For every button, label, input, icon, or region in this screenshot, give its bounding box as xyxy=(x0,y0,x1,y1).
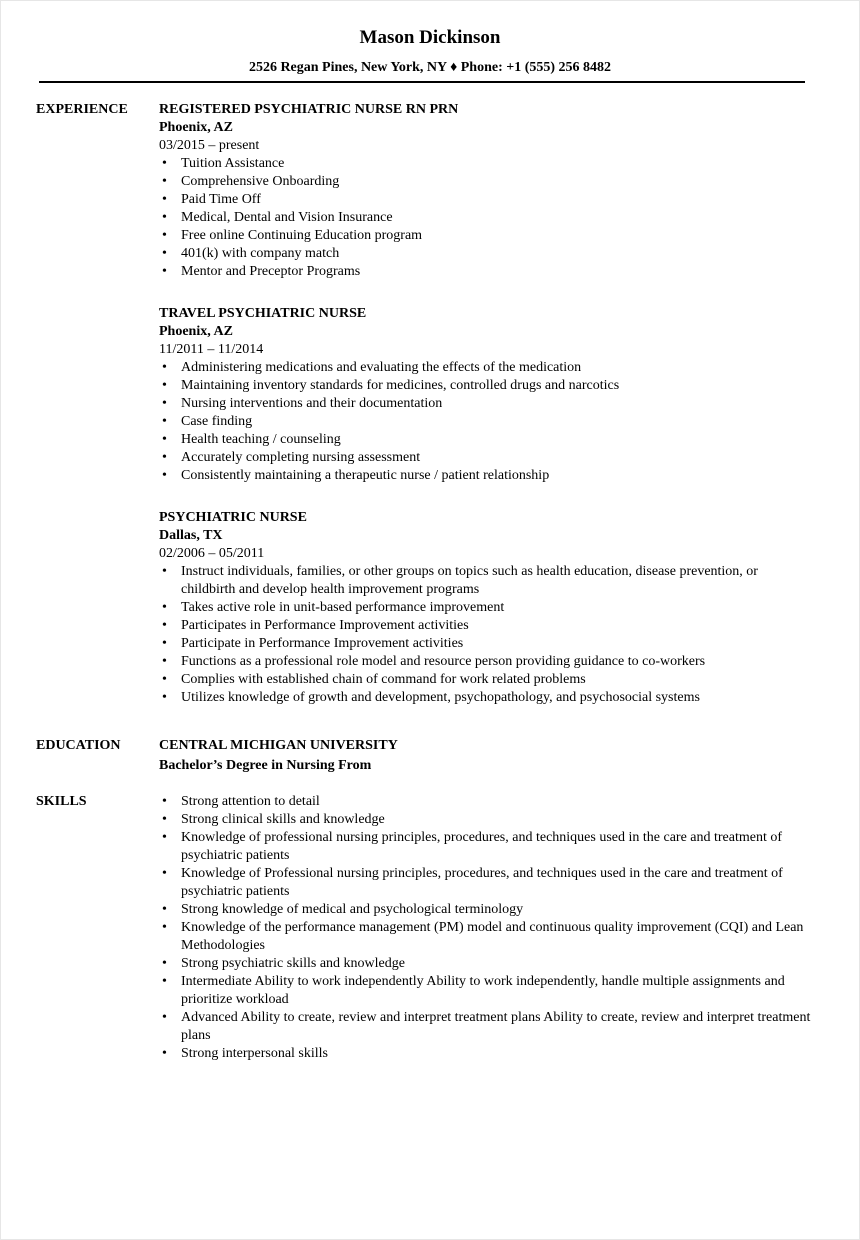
skill-item: • Knowledge of the performance management (PM) model and continuous quality improvement (CQI) and Lean Methodologies xyxy=(159,919,814,955)
school-name: CENTRAL MICHIGAN UNIVERSITY xyxy=(159,738,398,753)
education-section xyxy=(36,737,859,775)
bullet-item: • 401(k) with company match xyxy=(159,245,814,263)
bullet-item: • Administering medications and evaluating the effects of the medication xyxy=(159,359,814,377)
skill-item: • Advanced Ability to create, review and interpret treatment plans Ability to create, review and interpret treatment plans xyxy=(159,1009,814,1045)
job-bullets xyxy=(159,563,814,707)
bullet-item: • Accurately completing nursing assessment xyxy=(159,449,814,467)
bullet-item: • Case finding xyxy=(159,413,814,431)
job-entry xyxy=(159,101,814,281)
experience-list xyxy=(159,101,814,707)
job-entry xyxy=(159,509,814,707)
header-divider xyxy=(39,81,805,83)
bullet-item: • Tuition Assistance xyxy=(159,155,814,173)
skill-item: • Strong interpersonal skills xyxy=(159,1045,814,1063)
job-title: TRAVEL PSYCHIATRIC NURSE xyxy=(159,306,367,321)
job-title: REGISTERED PSYCHIATRIC NURSE RN PRN xyxy=(159,102,459,117)
skill-item: • Intermediate Ability to work independently Ability to work independently, handle multiple assignments and prioritize workload xyxy=(159,973,814,1009)
section-label-experience: EXPERIENCE xyxy=(36,102,128,117)
contact-line: 2526 Regan Pines, New York, NY ♦ Phone: +1 (555) 256 8482 xyxy=(248,60,612,75)
bullet-item: • Complies with established chain of command for work related problems xyxy=(159,671,814,689)
section-label-education: EDUCATION xyxy=(36,738,121,753)
bullet-item: • Maintaining inventory standards for medicines, controlled drugs and narcotics xyxy=(159,377,814,395)
bullet-item: • Participates in Performance Improvement activities xyxy=(159,617,814,635)
bullet-item: • Utilizes knowledge of growth and development, psychopathology, and psychosocial systems xyxy=(159,689,814,707)
job-dates: 11/2011 – 11/2014 xyxy=(159,342,264,357)
bullet-item: • Consistently maintaining a therapeutic nurse / patient relationship xyxy=(159,467,814,485)
job-dates: 02/2006 – 05/2011 xyxy=(159,546,265,561)
skill-item: • Strong psychiatric skills and knowledge xyxy=(159,955,814,973)
bullet-item: • Mentor and Preceptor Programs xyxy=(159,263,814,281)
bullet-item: • Free online Continuing Education program xyxy=(159,227,814,245)
experience-section xyxy=(36,101,859,707)
job-location: Dallas, TX xyxy=(159,528,223,543)
job-location: Phoenix, AZ xyxy=(159,324,233,339)
job-dates: 03/2015 – present xyxy=(159,138,260,153)
bullet-item: • Medical, Dental and Vision Insurance xyxy=(159,209,814,227)
bullet-item: • Participate in Performance Improvement activities xyxy=(159,635,814,653)
degree-name: Bachelor’s Degree in Nursing From xyxy=(159,758,372,773)
bullet-item: • Health teaching / counseling xyxy=(159,431,814,449)
skill-item: • Knowledge of professional nursing principles, procedures, and techniques used in the care and treatment of psychiatric patients xyxy=(159,829,814,865)
skills-list xyxy=(159,793,814,1063)
candidate-name: Mason Dickinson xyxy=(359,27,501,48)
skill-item: • Strong clinical skills and knowledge xyxy=(159,811,814,829)
skill-item: • Knowledge of Professional nursing principles, procedures, and techniques used in the care and treatment of psychiatric patients xyxy=(159,865,814,901)
bullet-item: • Takes active role in unit-based performance improvement xyxy=(159,599,814,617)
job-bullets xyxy=(159,155,814,281)
bullet-item: • Instruct individuals, families, or other groups on topics such as health education, disease prevention, or childbirth and develop health improvement programs xyxy=(159,563,814,599)
resume-header xyxy=(1,1,859,77)
section-label-skills: SKILLS xyxy=(36,794,87,809)
job-title: PSYCHIATRIC NURSE xyxy=(159,510,307,525)
bullet-item: • Paid Time Off xyxy=(159,191,814,209)
job-bullets xyxy=(159,359,814,485)
job-entry xyxy=(159,305,814,485)
bullet-item: • Functions as a professional role model and resource person providing guidance to co-workers xyxy=(159,653,814,671)
bullet-item: • Nursing interventions and their documentation xyxy=(159,395,814,413)
skill-item: • Strong knowledge of medical and psychological terminology xyxy=(159,901,814,919)
skills-section xyxy=(36,793,859,1063)
bullet-item: • Comprehensive Onboarding xyxy=(159,173,814,191)
job-location: Phoenix, AZ xyxy=(159,120,233,135)
skill-item: • Strong attention to detail xyxy=(159,793,814,811)
